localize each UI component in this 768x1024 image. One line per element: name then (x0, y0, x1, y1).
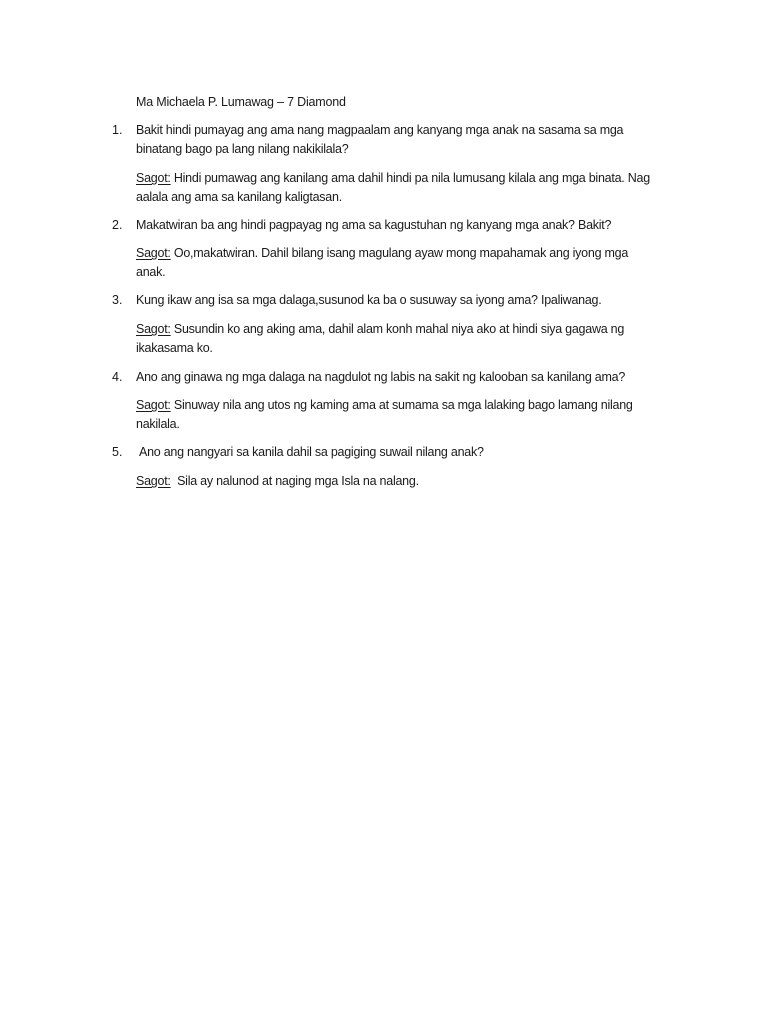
question-text: Kung ikaw ang isa sa mga dalaga,susunod ka ba o susuway sa iyong ama? Ipaliwanag. (136, 293, 602, 307)
answer-label: Sagot: (136, 398, 171, 412)
answer-block (136, 244, 656, 282)
answer-label: Sagot: (136, 171, 171, 185)
answer-block (136, 472, 656, 491)
answer-text: Susundin ko ang aking ama, dahil alam konh mahal niya ako at hindi siya gagawa ng ikakasama ko. (136, 322, 625, 355)
question-number: 2. (112, 218, 123, 232)
question-text: Ano ang ginawa ng mga dalaga na nagdulot ng labis na sakit ng kalooban sa kanilang ama? (136, 370, 626, 384)
question-number: 4. (112, 370, 123, 384)
answer-label: Sagot: (136, 474, 171, 488)
question-number: 1. (112, 123, 123, 137)
question-number: 3. (112, 293, 123, 307)
question-text: Makatwiran ba ang hindi pagpayag ng ama sa kagustuhan ng kanyang mga anak? Bakit? (136, 218, 612, 232)
answer-text: Sinuway nila ang utos ng kaming ama at sumama sa mga lalaking bago lamang nilang nakilala. (136, 398, 633, 431)
answer-text: Sila ay nalunod at naging mga Isla na nalang. (177, 474, 419, 488)
answer-block (136, 396, 656, 434)
answer-text: Hindi pumawag ang kanilang ama dahil hindi pa nila lumusang kilala ang mga binata. Nag aalala ang ama sa kanilang kaligtasan. (136, 171, 650, 204)
question-text: Bakit hindi pumayag ang ama nang magpaalam ang kanyang mga anak na sasama sa mga binatang bago pa lang nilang nakikilala? (136, 123, 624, 156)
answer-block (136, 169, 656, 207)
question-text: Ano ang nangyari sa kanila dahil sa pagiging suwail nilang anak? (139, 445, 484, 459)
answer-block (136, 320, 656, 358)
answer-label: Sagot: (136, 322, 171, 336)
answer-text: Oo,makatwiran. Dahil bilang isang magulang ayaw mong mapahamak ang iyong mga anak. (136, 246, 629, 279)
document-header: Ma Michaela P. Lumawag – 7 Diamond (136, 95, 346, 109)
answer-label: Sagot: (136, 246, 171, 260)
question-number: 5. (112, 445, 123, 459)
